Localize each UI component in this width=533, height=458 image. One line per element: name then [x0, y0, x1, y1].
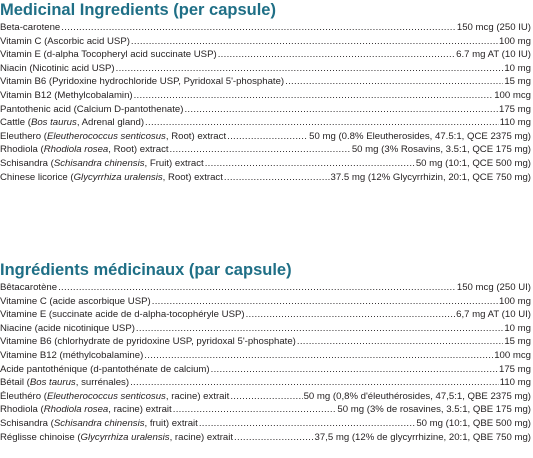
ingredient-amount: 6.7 mg AT (10 IU)	[456, 49, 531, 61]
ingredient-amount: 100 mg	[499, 295, 531, 307]
latin-name: Bos taurus	[29, 377, 76, 389]
dot-leader	[205, 157, 415, 171]
english-section-title: Medicinal Ingredients (per capsule)	[0, 1, 276, 19]
ingredient-name	[0, 417, 198, 431]
ingredient-name-text: Vitamine B6 (chlorhydrate de pyridoxine USP, pyridoxal 5'-phosphate)	[0, 336, 296, 348]
ingredient-name	[0, 143, 169, 157]
ingredient-name-text: , surrénales)	[75, 377, 130, 389]
ingredient-amount: 37,5 mg (12% de glycyrrhizine, 20:1, QBE 750 mg)	[314, 431, 531, 443]
dot-leader	[184, 103, 498, 117]
ingredient-name-text: , Fruit) extract	[144, 157, 204, 169]
ingredient-name-text: Vitamin B6 (Pyridoxine hydrochloride USP, Pyridoxal 5'-phosphate)	[0, 76, 285, 88]
ingredient-name	[0, 89, 133, 103]
ingredient-name-text: Vitamine E (succinate acide de d-alpha-tocophéryle USP)	[0, 309, 245, 321]
ingredient-amount: 100 mcg	[494, 349, 531, 361]
ingredient-name-text: , Root) extract	[108, 144, 169, 156]
french-ingredients-section	[0, 260, 531, 444]
ingredient-name-text: Eleuthero (	[0, 130, 47, 142]
ingredient-name-text: Chinese licorice (	[0, 171, 74, 183]
ingredient-name-text: Vitamin C (Ascorbic acid USP)	[0, 35, 130, 47]
ingredient-name	[0, 431, 233, 445]
ingredient-name-text: Bétail (	[0, 377, 30, 389]
ingredient-name-text: , racine) extrait	[169, 431, 234, 443]
ingredient-row	[0, 89, 531, 103]
ingredient-row	[0, 21, 531, 35]
dot-leader	[285, 75, 503, 89]
dot-leader	[130, 376, 499, 390]
ingredient-name	[0, 62, 115, 76]
ingredient-row	[0, 376, 531, 390]
ingredient-name	[0, 295, 151, 309]
dot-leader	[173, 403, 337, 417]
ingredient-name	[0, 390, 229, 404]
ingredient-row	[0, 75, 531, 89]
ingredient-name	[0, 403, 172, 417]
english-ingredients-section	[0, 0, 531, 184]
dot-leader	[145, 116, 499, 130]
ingredient-name	[0, 48, 217, 62]
ingredient-name-text: , Root) extract	[165, 130, 227, 142]
ingredient-row	[0, 281, 531, 295]
english-ingredient-list	[0, 21, 531, 184]
ingredient-amount: 50 mg (0.8% Eleutherosides, 47.5:1, QCE 2375 mg)	[309, 130, 531, 142]
ingredient-row	[0, 35, 531, 49]
ingredient-row	[0, 171, 531, 185]
ingredient-row	[0, 116, 531, 130]
ingredient-name-text: , racine) extrait	[108, 404, 172, 416]
ingredient-amount: 175 mg	[499, 363, 531, 375]
ingredient-amount: 100 mg	[499, 35, 531, 47]
dot-leader	[297, 335, 503, 349]
ingredient-name-text: Schisandra (	[0, 417, 54, 429]
ingredient-name	[0, 281, 57, 295]
ingredient-row	[0, 417, 531, 431]
ingredient-name	[0, 308, 245, 322]
ingredient-name-text: Acide pantothénique (d-pantothénate de calcium)	[0, 363, 210, 375]
ingredient-amount: 50 mg (3% Rosavins, 3.5:1, QCE 175 mg)	[351, 144, 531, 156]
latin-name: Schisandra chinensis	[53, 417, 145, 429]
ingredient-row	[0, 48, 531, 62]
latin-name: Rhodiola rosea	[43, 144, 109, 156]
dot-leader	[218, 48, 455, 62]
latin-name: Bos taurus	[30, 117, 77, 129]
dot-leader	[136, 322, 503, 336]
ingredient-row	[0, 130, 531, 144]
ingredient-name-text: Bêtacarotène	[0, 282, 58, 293]
ingredient-amount: 50 mg (10:1, QBE 500 mg)	[416, 417, 531, 429]
ingredient-row	[0, 390, 531, 404]
dot-leader	[170, 143, 351, 157]
ingredient-name-text: Pantothenic acid (Calcium D-pantothenate)	[0, 103, 184, 115]
ingredient-amount: 6,7 mg AT (10 UI)	[456, 309, 531, 321]
ingredient-amount: 110 mg	[499, 117, 531, 129]
ingredient-name	[0, 21, 60, 35]
dot-leader	[152, 295, 498, 309]
ingredient-name-text: Niacin (Nicotinic acid USP)	[0, 62, 115, 74]
latin-name: Glycyrrhiza uralensis	[73, 171, 163, 183]
ingredient-amount: 100 mcg	[494, 89, 531, 101]
ingredient-name	[0, 116, 144, 130]
ingredient-name-text: Vitamin E (d-alpha Tocopheryl acid succinate USP)	[0, 49, 217, 61]
ingredient-name-text: Vitamin B12 (Methylcobalamin)	[0, 89, 133, 101]
latin-name: Schisandra chinensis	[53, 157, 145, 169]
latin-name: Eleutherococcus senticosus	[46, 390, 166, 402]
dot-leader	[199, 417, 416, 431]
ingredient-row	[0, 431, 531, 445]
ingredient-amount: 50 mg (3% de rosavines, 3.5:1, QBE 175 mg)	[337, 404, 531, 416]
ingredient-amount: 50 mg (0,8% d'éleuthérosides, 47,5:1, QBE 2375 mg)	[303, 390, 531, 402]
ingredient-amount: 37.5 mg (12% Glycyrrhizin, 20:1, QCE 750 mg)	[330, 171, 531, 183]
french-section-title: Ingrédients médicinaux (par capsule)	[0, 261, 292, 279]
dot-leader	[131, 35, 498, 49]
ingredient-name-text: Beta-carotene	[0, 22, 61, 33]
ingredient-amount: 10 mg	[504, 62, 531, 74]
dot-leader	[116, 62, 504, 76]
ingredient-row	[0, 103, 531, 117]
ingredient-name	[0, 363, 210, 377]
ingredient-name-text: , fruit) extrait	[144, 417, 198, 429]
dot-leader	[211, 363, 498, 377]
latin-name: Eleutherococcus senticosus	[46, 130, 166, 142]
ingredient-row	[0, 295, 531, 309]
dot-leader	[144, 349, 493, 363]
dot-leader	[227, 130, 308, 144]
ingredient-row	[0, 363, 531, 377]
ingredient-row	[0, 62, 531, 76]
ingredient-name-text: , Root) extract	[162, 171, 223, 183]
ingredient-name-text: Rhodiola (	[0, 144, 44, 156]
dot-leader	[61, 21, 456, 35]
ingredient-name	[0, 35, 130, 49]
ingredient-row	[0, 335, 531, 349]
ingredient-name	[0, 75, 284, 89]
latin-name: Rhodiola rosea	[43, 404, 109, 416]
ingredient-name	[0, 376, 129, 390]
ingredient-name-text: Niacine (acide nicotinique USP)	[0, 322, 135, 334]
french-ingredient-list	[0, 281, 531, 444]
dot-leader	[224, 171, 330, 185]
ingredient-row	[0, 349, 531, 363]
latin-name: Glycyrrhiza uralensis	[80, 431, 170, 443]
dot-leader	[230, 390, 302, 404]
ingredient-amount: 150 mcg (250 UI)	[456, 282, 531, 293]
ingredient-amount: 110 mg	[499, 377, 531, 389]
dot-leader	[246, 308, 456, 322]
dot-leader	[134, 89, 494, 103]
ingredient-name	[0, 103, 183, 117]
ingredient-row	[0, 403, 531, 417]
ingredient-amount: 175 mg	[499, 103, 531, 115]
ingredient-amount: 15 mg	[504, 336, 531, 348]
ingredient-name-text: Vitamine C (acide ascorbique USP)	[0, 295, 151, 307]
ingredient-name-text: Schisandra (	[0, 157, 54, 169]
ingredient-amount: 50 mg (10:1, QCE 500 mg)	[415, 157, 531, 169]
ingredient-name	[0, 157, 204, 171]
ingredient-name	[0, 322, 135, 336]
ingredient-name-text: Éleuthéro (	[0, 390, 47, 402]
ingredient-name-text: Vitamine B12 (méthylcobalamine)	[0, 349, 144, 361]
ingredient-name-text: , racine) extrait	[165, 390, 230, 402]
ingredient-name-text: , Adrenal gland)	[76, 117, 145, 129]
dot-leader	[58, 281, 456, 295]
ingredient-name	[0, 130, 226, 144]
ingredient-row	[0, 322, 531, 336]
ingredient-row	[0, 157, 531, 171]
ingredient-name-text: Réglisse chinoise (	[0, 431, 81, 443]
ingredient-amount: 10 mg	[504, 322, 531, 334]
dot-leader	[234, 431, 313, 445]
ingredient-name	[0, 349, 143, 363]
ingredient-row	[0, 308, 531, 322]
ingredient-amount: 15 mg	[504, 76, 531, 88]
ingredient-row	[0, 143, 531, 157]
ingredient-name	[0, 335, 296, 349]
ingredient-name-text: Cattle (	[0, 117, 31, 129]
ingredient-name-text: Rhodiola (	[0, 404, 44, 416]
ingredient-name	[0, 171, 223, 185]
ingredient-amount: 150 mcg (250 IU)	[456, 22, 531, 33]
